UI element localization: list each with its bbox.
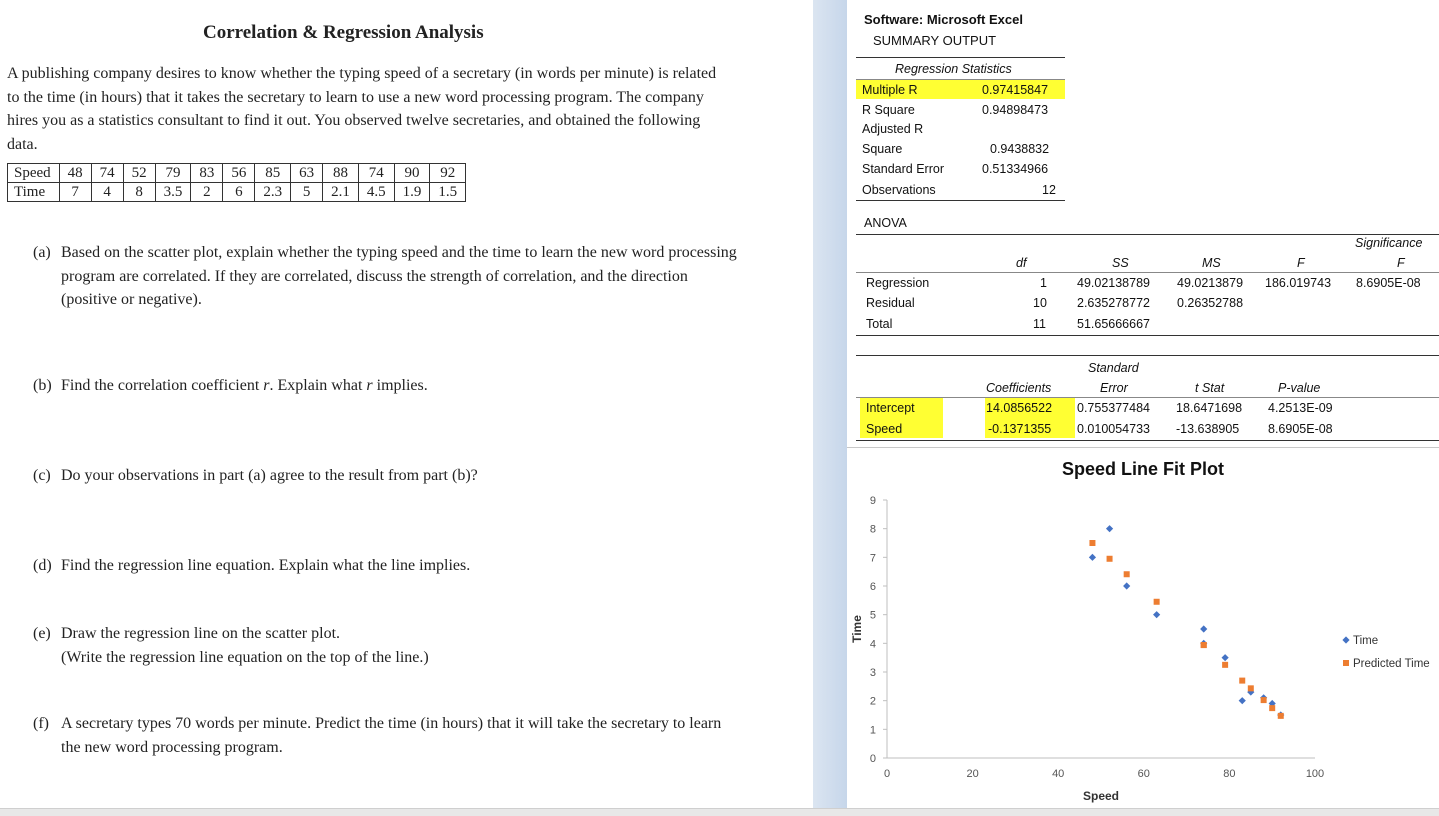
variable-r: r [366, 377, 373, 394]
time-row-label: Time [8, 183, 60, 202]
question-text: . Explain what [269, 377, 367, 394]
x-tick-label: 60 [1137, 768, 1150, 780]
panel-divider [813, 0, 847, 808]
excel-output-panel [847, 0, 1439, 808]
y-tick-label: 1 [869, 724, 876, 737]
stat-value: 0.9438832 [990, 142, 1050, 156]
time-cell: 2.3 [255, 183, 291, 202]
time-cell: 1.9 [394, 183, 430, 202]
data-point-predicted-time [1107, 556, 1113, 562]
stat-value: 12 [1042, 183, 1056, 197]
question-a [33, 241, 741, 312]
table-rule [856, 272, 1439, 273]
speed-cell: 74 [91, 164, 123, 183]
anova-df: 1 [1040, 276, 1047, 290]
chart-title: Speed Line Fit Plot [1061, 459, 1224, 479]
stat-value: 0.94898473 [982, 103, 1049, 117]
anova-header-significance: Significance [1355, 236, 1423, 250]
table-rule [856, 57, 1065, 58]
question-d [33, 554, 741, 578]
question-b [33, 374, 741, 398]
stat-label: Multiple R [862, 83, 918, 97]
data-point-predicted-time [1124, 571, 1130, 577]
stat-label: R Square [862, 103, 915, 117]
question-c [33, 464, 741, 488]
x-tick-label: 80 [1223, 768, 1236, 780]
time-cell: 3.5 [155, 183, 191, 202]
y-tick-label: 2 [869, 695, 876, 708]
anova-f: 186.019743 [1265, 276, 1332, 290]
time-cell: 1.5 [430, 183, 466, 202]
anova-df: 11 [1033, 317, 1046, 331]
anova-ms: 49.0213879 [1177, 276, 1244, 290]
coef-std-error: 0.010054733 [1077, 422, 1150, 436]
table-rule [856, 200, 1065, 201]
anova-header-ss: SS [1112, 256, 1129, 270]
question-label: (b) [33, 377, 52, 394]
anova-header-sig-f: F [1397, 256, 1405, 270]
intro-paragraph: A publishing company desires to know whether the typing speed of a secretary (in words per minute) is related to the time (in hours) that it takes the secretary to learn to use a new word processing program. The company hires you as a statistics consultant to find it out. You observed twelve secretaries, and obtained the following data. [7, 65, 717, 153]
data-table [7, 163, 466, 202]
time-cell: 7 [59, 183, 91, 202]
anova-ms: 0.26352788 [1177, 296, 1244, 310]
anova-header-ms: MS [1202, 256, 1221, 270]
table-rule [856, 335, 1439, 336]
time-cell: 2 [191, 183, 223, 202]
time-cell: 2.1 [323, 183, 359, 202]
coef-t-stat: -13.638905 [1176, 422, 1240, 436]
speed-cell: 56 [223, 164, 255, 183]
question-e [33, 622, 741, 669]
coef-row-label: Intercept [866, 401, 915, 415]
data-point-time [1106, 525, 1113, 532]
question-label: (a) [33, 244, 51, 261]
data-point-time [1153, 611, 1160, 618]
legend-label: Time [1353, 635, 1379, 647]
x-tick-label: 20 [966, 768, 979, 780]
coef-row-label: Speed [866, 422, 903, 436]
legend [1342, 635, 1429, 670]
y-tick-label: 7 [869, 552, 876, 565]
question-f [33, 712, 741, 759]
x-axis-label: Speed [1082, 789, 1120, 803]
y-tick-label: 0 [869, 753, 876, 765]
data-point-predicted-time [1154, 599, 1160, 605]
question-text: Find the regression line equation. Explain what the line implies. [61, 557, 471, 574]
speed-cell: 88 [323, 164, 359, 183]
speed-cell: 52 [123, 164, 155, 183]
speed-row-label: Speed [8, 164, 60, 183]
data-point-predicted-time [1201, 642, 1207, 648]
stat-label: Standard Error [862, 162, 944, 176]
speed-cell: 74 [358, 164, 394, 183]
table-rule [856, 440, 1439, 441]
stat-value: 0.51334966 [982, 162, 1049, 176]
stat-value: 0.97415847 [982, 83, 1049, 97]
data-point-predicted-time [1239, 678, 1245, 684]
scatter-chart [847, 448, 1439, 808]
variable-r: r [263, 377, 270, 394]
data-point-predicted-time [1248, 685, 1254, 691]
y-tick-label: 5 [869, 609, 876, 622]
time-cell: 6 [223, 183, 255, 202]
data-point-time [1222, 654, 1229, 661]
coef-header-pvalue: P-value [1278, 381, 1321, 395]
table-rule [856, 355, 1439, 356]
coef-value: 14.0856522 [986, 401, 1053, 415]
table-rule [856, 234, 1439, 235]
anova-ss: 51.65666667 [1077, 317, 1150, 331]
y-tick-label: 6 [869, 581, 876, 593]
coef-header-coefficients: Coefficients [986, 381, 1052, 395]
data-point-time [1239, 697, 1246, 704]
anova-row-label: Residual [866, 296, 915, 310]
anova-ss: 49.02138789 [1077, 276, 1150, 290]
speed-cell: 83 [191, 164, 223, 183]
data-point-predicted-time [1269, 705, 1275, 711]
coef-p-value: 8.6905E-08 [1268, 422, 1333, 436]
summary-output-label: SUMMARY OUTPUT [873, 33, 997, 48]
question-label: (d) [33, 557, 52, 574]
data-point-predicted-time [1222, 662, 1228, 668]
data-point-predicted-time [1261, 697, 1267, 703]
legend-label: Predicted Time [1353, 658, 1430, 670]
y-axis-label: Time [850, 615, 864, 643]
data-point-time [1200, 625, 1207, 632]
data-point-time [1089, 554, 1096, 561]
time-row [8, 183, 466, 202]
time-cell: 5 [291, 183, 323, 202]
anova-title: ANOVA [864, 216, 907, 230]
speed-cell: 85 [255, 164, 291, 183]
y-tick-label: 8 [869, 523, 876, 536]
page-title: Correlation & Regression Analysis [203, 22, 484, 43]
anova-ss: 2.635278772 [1077, 296, 1150, 310]
anova-row-label: Regression [866, 276, 930, 290]
legend-marker-time [1342, 636, 1349, 643]
stat-label: Adjusted R [862, 122, 924, 136]
question-text: implies. [372, 377, 428, 394]
coef-header-error: Error [1100, 381, 1128, 395]
anova-significance: 8.6905E-08 [1356, 276, 1421, 290]
data-point-time [1123, 582, 1130, 589]
speed-row [8, 164, 466, 183]
stat-label: Observations [862, 183, 936, 197]
data-point-predicted-time [1278, 713, 1284, 719]
anova-header-df: df [1016, 256, 1027, 270]
anova-row-label: Total [866, 317, 893, 331]
question-text: Based on the scatter plot, explain whether the typing speed and the time to learn the new word processing program are correlated. If they are correlated, discuss the strength of correlation, and the direction (positive or negative). [61, 244, 737, 308]
y-tick-label: 9 [869, 495, 876, 507]
table-rule [856, 397, 1439, 398]
speed-cell: 63 [291, 164, 323, 183]
speed-cell: 48 [59, 164, 91, 183]
x-tick-label: 100 [1305, 768, 1325, 780]
coef-header-standard: Standard [1088, 361, 1139, 375]
anova-header-f: F [1297, 256, 1305, 270]
question-text: Do your observations in part (a) agree to the result from part (b)? [61, 467, 478, 484]
x-tick-label: 40 [1052, 768, 1065, 780]
question-label: (e) [33, 625, 51, 642]
stat-label: Square [862, 142, 903, 156]
coef-p-value: 4.2513E-09 [1268, 401, 1333, 415]
speed-cell: 79 [155, 164, 191, 183]
time-cell: 8 [123, 183, 155, 202]
coef-t-stat: 18.6471698 [1176, 401, 1243, 415]
question-text-note: (Write the regression line equation on the top of the line.) [61, 648, 429, 666]
question-text: Draw the regression line on the scatter plot. [61, 625, 341, 642]
speed-cell: 92 [430, 164, 466, 183]
data-point-predicted-time [1089, 540, 1095, 546]
legend-marker-predicted-time [1343, 660, 1349, 666]
anova-df: 10 [1033, 296, 1047, 310]
time-cell: 4 [91, 183, 123, 202]
y-tick-label: 3 [869, 667, 876, 679]
coef-std-error: 0.755377484 [1077, 401, 1150, 415]
question-text: Find the correlation coefficient [61, 377, 264, 394]
regression-statistics-title: Regression Statistics [895, 62, 1012, 76]
question-label: (c) [33, 467, 51, 484]
time-cell: 4.5 [358, 183, 394, 202]
coef-value: -0.1371355 [988, 422, 1052, 436]
question-text: A secretary types 70 words per minute. Predict the time (in hours) that it will take the secretary to learn the new word processing program. [61, 715, 722, 756]
question-label: (f) [33, 715, 49, 732]
speed-cell: 90 [394, 164, 430, 183]
software-label: Software: Microsoft Excel [864, 12, 1023, 27]
x-tick-label: 0 [883, 768, 891, 780]
y-tick-label: 4 [869, 638, 876, 651]
coef-header-tstat: t Stat [1195, 381, 1225, 395]
